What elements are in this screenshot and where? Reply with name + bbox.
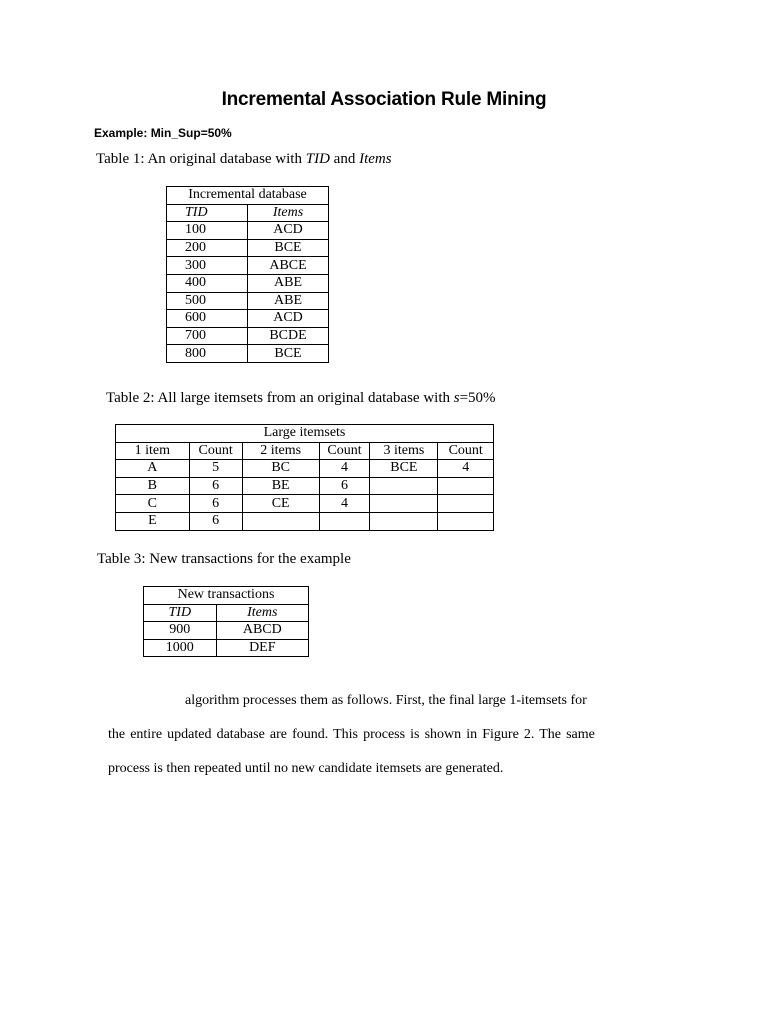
table-cell: C [116,495,190,513]
table2-col-count: Count [438,442,494,460]
table-row [167,345,329,363]
table-cell [319,512,370,530]
table-cell: ABE [248,292,329,310]
table-row [167,274,329,292]
table-row [116,495,494,513]
table2-col-count: Count [189,442,242,460]
table1-caption-part: and [329,151,360,167]
table-cell: BC [242,460,319,478]
table-cell: 6 [189,477,242,495]
table-cell [438,495,494,513]
paragraph-line: the entire updated database are found. This process is shown in Figure 2. The same [108,727,595,742]
table3-col-tid: TID [144,604,217,622]
paragraph-line: algorithm processes them as follows. First, the final large 1-itemsets for [185,693,587,708]
table2-caption-part: =50% [459,390,496,406]
table-row [144,622,309,640]
table-cell: 700 [167,327,248,345]
table-cell: BCE [248,239,329,257]
table-row [116,477,494,495]
table-cell: BCE [248,345,329,363]
table1-caption-part: Items [359,151,392,167]
table3-header: New transactions [144,587,309,605]
table1-col-items: Items [248,204,329,222]
table-cell: ACD [248,310,329,328]
table-cell: 200 [167,239,248,257]
table-cell: ACD [248,222,329,240]
table2-col-3items: 3 items [370,442,438,460]
table-row [167,257,329,275]
table2-caption-part: s [453,390,460,406]
table-row [167,239,329,257]
table-row [116,460,494,478]
table-cell: 800 [167,345,248,363]
table-cell: 900 [144,622,217,640]
table1-col-tid: TID [167,204,248,222]
large-itemsets-table [115,424,494,531]
new-transactions-table [143,586,309,657]
table-row [116,512,494,530]
table-cell: 6 [319,477,370,495]
table-cell [242,512,319,530]
table-row [144,639,309,657]
table3-col-items: Items [216,604,308,622]
table-cell: 400 [167,274,248,292]
table-cell: 6 [189,512,242,530]
table-cell: ABE [248,274,329,292]
table-cell: 4 [438,460,494,478]
table-cell [370,512,438,530]
page-title: Incremental Association Rule Mining [221,89,547,110]
table-cell: 4 [319,460,370,478]
table1-caption-part: TID [305,151,330,167]
table-cell: A [116,460,190,478]
table-cell: 600 [167,310,248,328]
table-row [167,310,329,328]
table-cell: B [116,477,190,495]
table-cell: BCDE [248,327,329,345]
table2-caption-part: Table 2: All large itemsets from an original database with [106,390,454,406]
table-cell: DEF [216,639,308,657]
original-database-table [166,186,329,363]
table-cell: 4 [319,495,370,513]
table-cell: ABCE [248,257,329,275]
table-cell: CE [242,495,319,513]
table-row [167,327,329,345]
table1-caption [96,151,392,168]
table-cell: 500 [167,292,248,310]
paragraph-line: process is then repeated until no new candidate itemsets are generated. [108,761,504,776]
table-cell [438,477,494,495]
table-row [167,222,329,240]
table3-caption: Table 3: New transactions for the example [97,551,351,567]
table-cell: 300 [167,257,248,275]
table-cell: E [116,512,190,530]
table1-caption-part: Table 1: An original database with [96,151,306,167]
table-row [167,292,329,310]
table-cell: ABCD [216,622,308,640]
table-cell: 6 [189,495,242,513]
table-cell: 5 [189,460,242,478]
table-cell: 1000 [144,639,217,657]
table-cell: 100 [167,222,248,240]
table-cell: BE [242,477,319,495]
table1-header: Incremental database [167,187,329,205]
table2-col-2items: 2 items [242,442,319,460]
table-cell: BCE [370,460,438,478]
table2-col-count: Count [319,442,370,460]
table2-header: Large itemsets [116,425,494,443]
table-cell [370,495,438,513]
table-cell [370,477,438,495]
table2-col-1item: 1 item [116,442,190,460]
example-min-sup: Example: Min_Sup=50% [94,126,232,140]
table2-caption [106,390,496,407]
table-cell [438,512,494,530]
